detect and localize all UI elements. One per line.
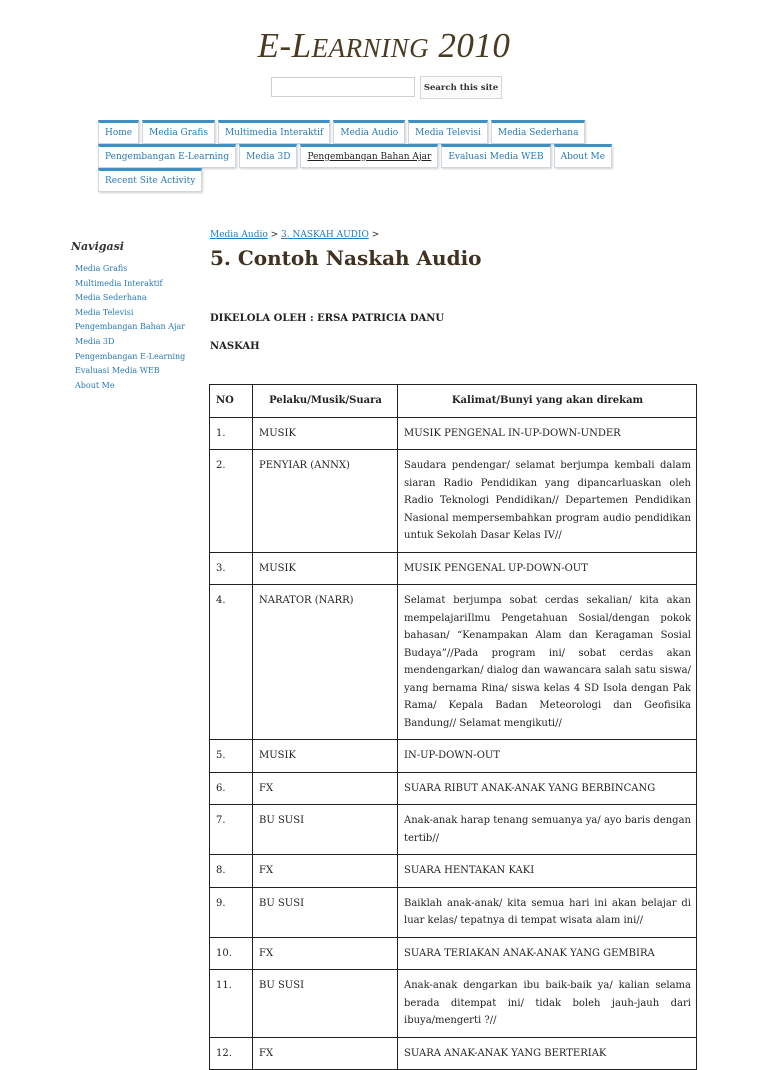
section-heading: NASKAH	[210, 341, 260, 352]
site-title-part: EARNING	[311, 33, 430, 63]
row-line: Baiklah anak-anak/ kita semua hari ini akan belajar di luar kelas/ tepatnya di tempat wisata alam ini//	[398, 887, 697, 937]
nav-tab-media-3d[interactable]: Media 3D	[239, 144, 297, 168]
sidebar-item-pengembangan-e-learning[interactable]: Pengembangan E-Learning	[75, 351, 186, 361]
column-header-no: NO	[210, 385, 253, 418]
table-row	[210, 1037, 697, 1070]
breadcrumb-separator: >	[368, 230, 380, 240]
row-actor: FX	[253, 1037, 398, 1070]
row-actor: FX	[253, 772, 398, 805]
breadcrumb-separator: >	[267, 230, 282, 240]
breadcrumb-link-media-audio[interactable]: Media Audio	[210, 230, 268, 240]
table-row	[210, 585, 697, 740]
nav-tab-home[interactable]: Home	[98, 120, 139, 144]
row-line: SUARA ANAK-ANAK YANG BERTERIAK	[398, 1037, 697, 1070]
nav-tab-recent-site-activity[interactable]: Recent Site Activity	[98, 168, 202, 192]
site-title[interactable]	[0, 26, 768, 66]
row-number: 9.	[210, 887, 253, 937]
row-actor: BU SUSI	[253, 805, 398, 855]
search-input[interactable]	[271, 77, 415, 97]
row-actor: PENYIAR (ANNX)	[253, 450, 398, 553]
row-line: MUSIK PENGENAL UP-DOWN-OUT	[398, 552, 697, 585]
sidebar-item-media-grafis[interactable]: Media Grafis	[75, 264, 128, 273]
sidebar-title: Navigasi	[71, 240, 124, 253]
row-line: IN-UP-DOWN-OUT	[398, 740, 697, 773]
row-number: 3.	[210, 552, 253, 585]
nav-row	[98, 168, 205, 192]
sidebar-nav	[75, 262, 185, 393]
row-line: Anak-anak harap tenang semuanya ya/ ayo baris dengan tertib//	[398, 805, 697, 855]
site-title-part: 2010	[429, 26, 511, 65]
nav-tab-media-grafis[interactable]: Media Grafis	[142, 120, 215, 144]
nav-tab-media-audio[interactable]: Media Audio	[333, 120, 405, 144]
row-actor: FX	[253, 855, 398, 888]
table-row	[210, 552, 697, 585]
row-actor: FX	[253, 937, 398, 970]
table-row	[210, 937, 697, 970]
column-header-line: Kalimat/Bunyi yang akan direkam	[398, 385, 697, 418]
nav-row	[98, 144, 615, 168]
nav-tab-media-televisi[interactable]: Media Televisi	[408, 120, 488, 144]
table-row	[210, 772, 697, 805]
column-header-actor: Pelaku/Musik/Suara	[253, 385, 398, 418]
row-actor: MUSIK	[253, 417, 398, 450]
row-line: MUSIK PENGENAL IN-UP-DOWN-UNDER	[398, 417, 697, 450]
table-row	[210, 887, 697, 937]
breadcrumb	[210, 230, 379, 240]
row-line: Selamat berjumpa sobat cerdas sekalian/ kita akan mempelajariIlmu Pengetahuan Sosial/dengan pokok bahasan/ “Kenampakan Alam dan Keragaman Sosial Budaya”//Pada program ini/ sobat cerdas akan mendengarkan/ dialog dan wawancara salah satu siswa/ yang bernama Rina/ siswa kelas 4 SD Isola dengan Pak Rama/ Kepala Badan Meteorologi dan Geofisika Bandung// Selamat mengikuti//	[398, 585, 697, 740]
table-header-row	[210, 385, 697, 418]
sidebar-item-media-televisi[interactable]: Media Televisi	[75, 307, 134, 317]
sidebar-item-evaluasi-media-web[interactable]: Evaluasi Media WEB	[75, 366, 160, 376]
search-button[interactable]: Search this site	[420, 76, 502, 99]
nav-row	[98, 120, 588, 144]
table-row	[210, 805, 697, 855]
row-actor: BU SUSI	[253, 970, 398, 1038]
table-row	[210, 970, 697, 1038]
site-title-part: E-L	[257, 26, 312, 65]
table-row	[210, 417, 697, 450]
row-line: Anak-anak dengarkan ibu baik-baik ya/ kalian selama berada ditempat ini/ tidak boleh jauh-jauh dari ibuya/mengerti ?//	[398, 970, 697, 1038]
script-table	[209, 384, 697, 1070]
sidebar-item-media-3d[interactable]: Media 3D	[75, 336, 115, 346]
row-number: 10.	[210, 937, 253, 970]
row-number: 4.	[210, 585, 253, 740]
row-line: SUARA TERIAKAN ANAK-ANAK YANG GEMBIRA	[398, 937, 697, 970]
table-row	[210, 450, 697, 553]
row-number: 2.	[210, 450, 253, 553]
managed-by-label: DIKELOLA OLEH : ERSA PATRICIA DANU	[210, 313, 445, 324]
row-number: 6.	[210, 772, 253, 805]
row-number: 11.	[210, 970, 253, 1038]
row-number: 12.	[210, 1037, 253, 1070]
nav-tab-evaluasi-media-web[interactable]: Evaluasi Media WEB	[441, 144, 550, 168]
row-line: SUARA HENTAKAN KAKI	[398, 855, 697, 888]
breadcrumb-link-naskah-audio[interactable]: 3. NASKAH AUDIO	[281, 230, 369, 240]
sidebar-item-multimedia-interaktif[interactable]: Multimedia Interaktif	[75, 278, 163, 288]
sidebar-item-about-me[interactable]: About Me	[75, 380, 115, 390]
row-number: 5.	[210, 740, 253, 773]
nav-tab-pengembangan-bahan-ajar[interactable]: Pengembangan Bahan Ajar	[300, 144, 438, 168]
table-row	[210, 855, 697, 888]
nav-tab-media-sederhana[interactable]: Media Sederhana	[491, 120, 586, 144]
row-actor: MUSIK	[253, 552, 398, 585]
nav-tab-multimedia-interaktif[interactable]: Multimedia Interaktif	[218, 120, 330, 144]
sidebar-item-pengembangan-bahan-ajar[interactable]: Pengembangan Bahan Ajar	[75, 322, 186, 332]
page-title: 5. Contoh Naskah Audio	[210, 246, 482, 270]
row-number: 7.	[210, 805, 253, 855]
row-actor: NARATOR (NARR)	[253, 585, 398, 740]
row-number: 1.	[210, 417, 253, 450]
row-number: 8.	[210, 855, 253, 888]
table-row	[210, 740, 697, 773]
row-actor: BU SUSI	[253, 887, 398, 937]
sidebar-item-media-sederhana[interactable]: Media Sederhana	[75, 293, 147, 303]
nav-tab-about-me[interactable]: About Me	[554, 144, 613, 168]
row-line: Saudara pendengar/ selamat berjumpa kembali dalam siaran Radio Pendidikan yang dipancarluaskan oleh Radio Teknologi Pendidikan// Departemen Pendidikan Nasional mempersembahkan program audio pendidikan untuk Sekolah Dasar Kelas IV//	[398, 450, 697, 553]
nav-tab-pengembangan-e-learning[interactable]: Pengembangan E-Learning	[98, 144, 236, 168]
row-line: SUARA RIBUT ANAK-ANAK YANG BERBINCANG	[398, 772, 697, 805]
row-actor: MUSIK	[253, 740, 398, 773]
